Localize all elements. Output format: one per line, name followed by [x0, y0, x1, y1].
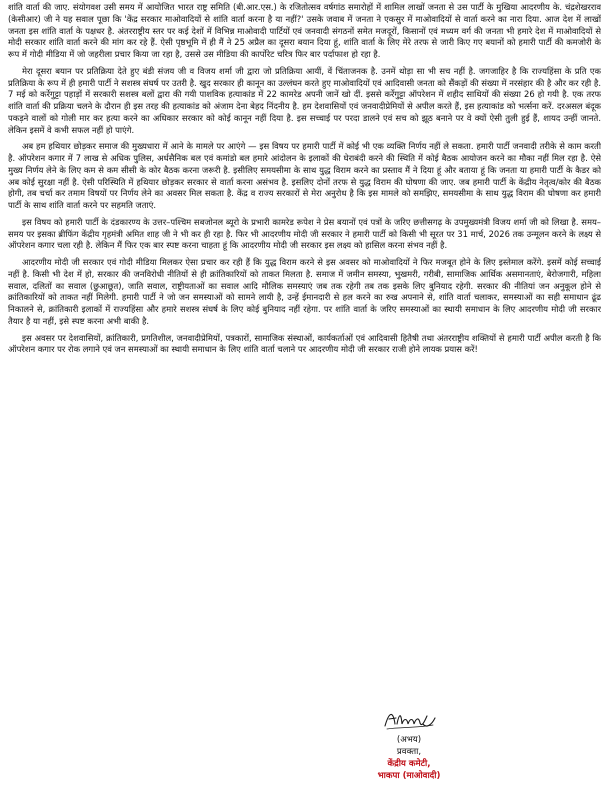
paragraph-5: आदरणीय मोदी जी सरकार एवं गोदी मीडिया मिलकर ऐसा प्रचार कर रही हैं कि युद्ध विराम करने से इस अवसर को माओवादियों ने फिर मजबूत होने के लिए इस्तेमाल करेंगे. इसमें कोई सच्चाई नहीं है. किसी भी देश में हो, सरकार की जनविरोधी नीतियों से ही क्रांतिकारियों को ताकत मिलता है. समाज में जमीन समस्या, भुखमरी, गरीबी, सामाजिक आर्थिक असमानताएं, बेरोजगारी, महिला सवाल, दलितों का सवाल (छुआछूत), जाति सवाल, राष्ट्रीयताओं का सवाल आदि मौलिक समस्याएं जब तक रहेगी तब तक इसके लिए बुनियाद रहेगी. सरकार की नीतियां जन अनुकूल होने से क्रांतिकारियों को ताकत नहीं मिलेगी. हमारी पार्टी ने जो जन समस्याओं को सामने लायी है, उन्हें ईमानदारी से हल करने का रुख अपनाने से, शांति वार्ता चलाकर, समस्याओं का सही समाधान ढूंढ निकालने से, क्रांतिकारी इलाकों में राज्यहिंसा और हमारे सशस्त्र संघर्ष के लिए कोई बुनियाद नहीं रहेगा. पर शांति वार्ता के जरिए समस्याओं का स्थायी समाधान के लिए आदरणीय मोदी जी सरकार तैयार है या नहीं, इसे स्पष्ट करना अभी बाकी है.: [8, 257, 601, 326]
paragraph-1: शांति वार्ता की जाए. संयोगवश उसी समय में आयोजित भारत राष्ट्र समिति (बी.आर.एस.) के रजितोत्सव वर्षगांठ समारोहों में शामिल लाखों जनता से उस पार्टी के मुखिया आदरणीय के. चंद्रशेखरराव (केसीआर) जी ने यह सवाल पूछा कि 'केंद्र सरकार माओवादियों से शांति वार्ता करना है या नहीं?' उसके जवाब में जनता ने एकसुर में माओवादियों से वार्ता करने का नारा दिया. आज देश में लाखों जनता इस शांति वार्ता के पक्षधर है. अंतरराष्ट्रीय स्तर पर कई देशों में विभिन्न माओवादी पार्टियों एवं जनवादी संगठनों समेत मजदूरों, किसानों एवं मध्यम वर्ग की जनता भी हमारे देश में माओवादियों से मोदी सरकार शांति वार्ता करने की मांग कर रहे हैं. ऐसी पृष्ठभूमि में ही मैं ने 25 अप्रैल का दूसरा बयान दिया हूं, शांति वार्ता के लिए मेरे तरफ से जारी किए गए बयानों को हमारी पार्टी की कमजोरी के रूप में गोदी मीडिया में जो जहरीला प्रचार किया जा रहा है, उससे उस मीडिया की कार्पोरेट चरित्र फिर बार पर्दाफाश हो रहा है.: [8, 2, 601, 59]
document-page: [8, 2, 601, 802]
signer-organization: केंद्रीय कमेटी,: [387, 759, 431, 769]
handwritten-signature: [379, 706, 439, 732]
signer-name: (अभय): [396, 735, 422, 745]
paragraph-3: अब हम हथियार छोड़कर समाज की मुख्यधारा में आने के मामले पर आएंगे — इस विषय पर हमारी पार्टी में कोई भी एक व्यक्ति निर्णय नहीं ले सकता. हमारी पार्टी जनवादी तरीके से काम करती है. ऑपरेशन कगार में 7 लाख से अधिक पुलिस, अर्धसैनिक बल एवं कमांडो बल हमारे आंदोलन के इलाकों की घेराबंदी करने की स्थिति में कोई बैठक आयोजन करने का मौका नहीं मिल रहा है. ऐसे मुख्य निर्णय लेने के लिए कम से कम सीसी के कोर बैठक करना जरूरी है. इसीलिए समयसीमा के साथ युद्ध विराम करने का प्रस्ताव मैं ने दिया हूं और बताया हूं कि जनता या हमारी पार्टी के कैडर को अब कोई सुरक्षा नहीं है. ऐसी परिस्थिति में हथियार छोड़कर सरकार से वार्ता करना असंभव है. इसलिए दोनों तरफ से युद्ध विराम की घोषणा की जाए. जब हमारी पार्टी के केंद्रीय नेतृत्व/कोर की बैठक होगी, तब चर्चा कर तमाम विषयों पर निर्णय लेने का अवसर मिल सकता है. केंद्र व राज्य सरकारों से मेरा अनुरोध है कि इस मामले को समझिए, समयसीमा के साथ युद्ध विराम की घोषणा कर हमारी पार्टी के साथ शांति वार्ता करने पर सहमति जताएं.: [8, 141, 601, 210]
signature-block: [359, 706, 459, 782]
paragraph-2: मेरा दूसरा बयान पर प्रतिक्रिया देते हुए बंडी संजय जी व विजय शर्मा जी द्वारा जो प्रतिक्रिया आयीं, वें चिंताजनक है. उनमें थोड़ा सा भी सच नहीं है. जगजाहिर है कि राज्यहिंसा के प्रति एक प्रतिक्रिया के रूप में ही हमारी पार्टी ने सशस्त्र संघर्ष पर उतरी है. खुद सरकार ही कानून का उल्लंघन करते हुए माओवादियों एवं आदिवासी जनता को सैंकड़ों की संख्या में नरसंहार की है और कर रही है. 7 मई को कर्रेगुट्टा पहाड़ों में सरकारी सशस्त्र बलों द्वारा की गयी पाशविक हत्याकांड में 22 कामरेड अपनी जानें खो दीं. इससे कर्रेगुट्टा ऑपरेशन में शहीद साथियों की संख्या 26 हो गयी है. एक तरफ शांति वार्ता की प्रक्रिया चलने के दौरान ही इस तरह की हत्याकांड को अंजाम देना बेहद निंदनीय है. हम देशवासियों एवं जनवादीप्रेमियों से अपील करते हैं, इस हत्याकांड को भर्त्सना करें. दरअसल बंदूक पकड़ने वालों को गोली मार कर हत्या करने का अधिकार सरकार को कोई कानून नहीं दिया है. इस सच्चाई पर परदा डालने एवं सच को झूठ बनाने पर वे क्यों ऐसी तुली हुई हैं, शायद उन्हीं जानते. लेकिन इसमें वे कभी सफल नहीं हो पाएंगे.: [8, 65, 601, 135]
paragraph-6: इस अवसर पर देशवासियों, क्रांतिकारी, प्रगतिशील, जनवादीप्रेमियों, पत्रकारों, सामाजिक संस्थाओं, कार्यकर्ताओं एवं आदिवासी हितैषी तथा अंतरराष्ट्रीय शक्तियों से हमारी पार्टी अपील करती है कि ऑपरेशन कगार पर रोक लगाने एवं जन समस्याओं का स्थायी समाधान के लिए शांति वार्ता चलाने पर आदरणीय मोदी जी सरकार राजी होने लायक प्रयास करें!: [8, 332, 601, 355]
paragraph-4: इस विषय को हमारी पार्टी के दंडकारण्य के उत्तर–पश्चिम सबजोनल ब्यूरो के प्रभारी कामरेड रूपेश ने प्रेस बयानों एवं पत्रों के जरिए छत्तीसगढ़ के उपमुख्यमंत्री विजय शर्मा जी को लिखा है. समय–समय पर इसका ब्रीफिंग केंद्रीय गृहमंत्री अमित शाह जी ने भी कर ही रहा है. फिर भी आदरणीय मोदी जी सरकार ने हमारी पार्टी को किसी भी सूरत पर 31 मार्च, 2026 तक उन्मूलन करने के लक्ष्य से ऑपरेशन कगार चला रही है. लेकिन मैं फिर एक बार स्पष्ट करना चाहता हूं कि आदरणीय मोदी जी सरकार इस लक्ष्य को हासिल करना संभव नहीं है.: [8, 216, 601, 251]
signer-party: भाकपा (माओवादी): [377, 771, 441, 781]
signer-title: प्रवक्ता,: [396, 747, 422, 757]
